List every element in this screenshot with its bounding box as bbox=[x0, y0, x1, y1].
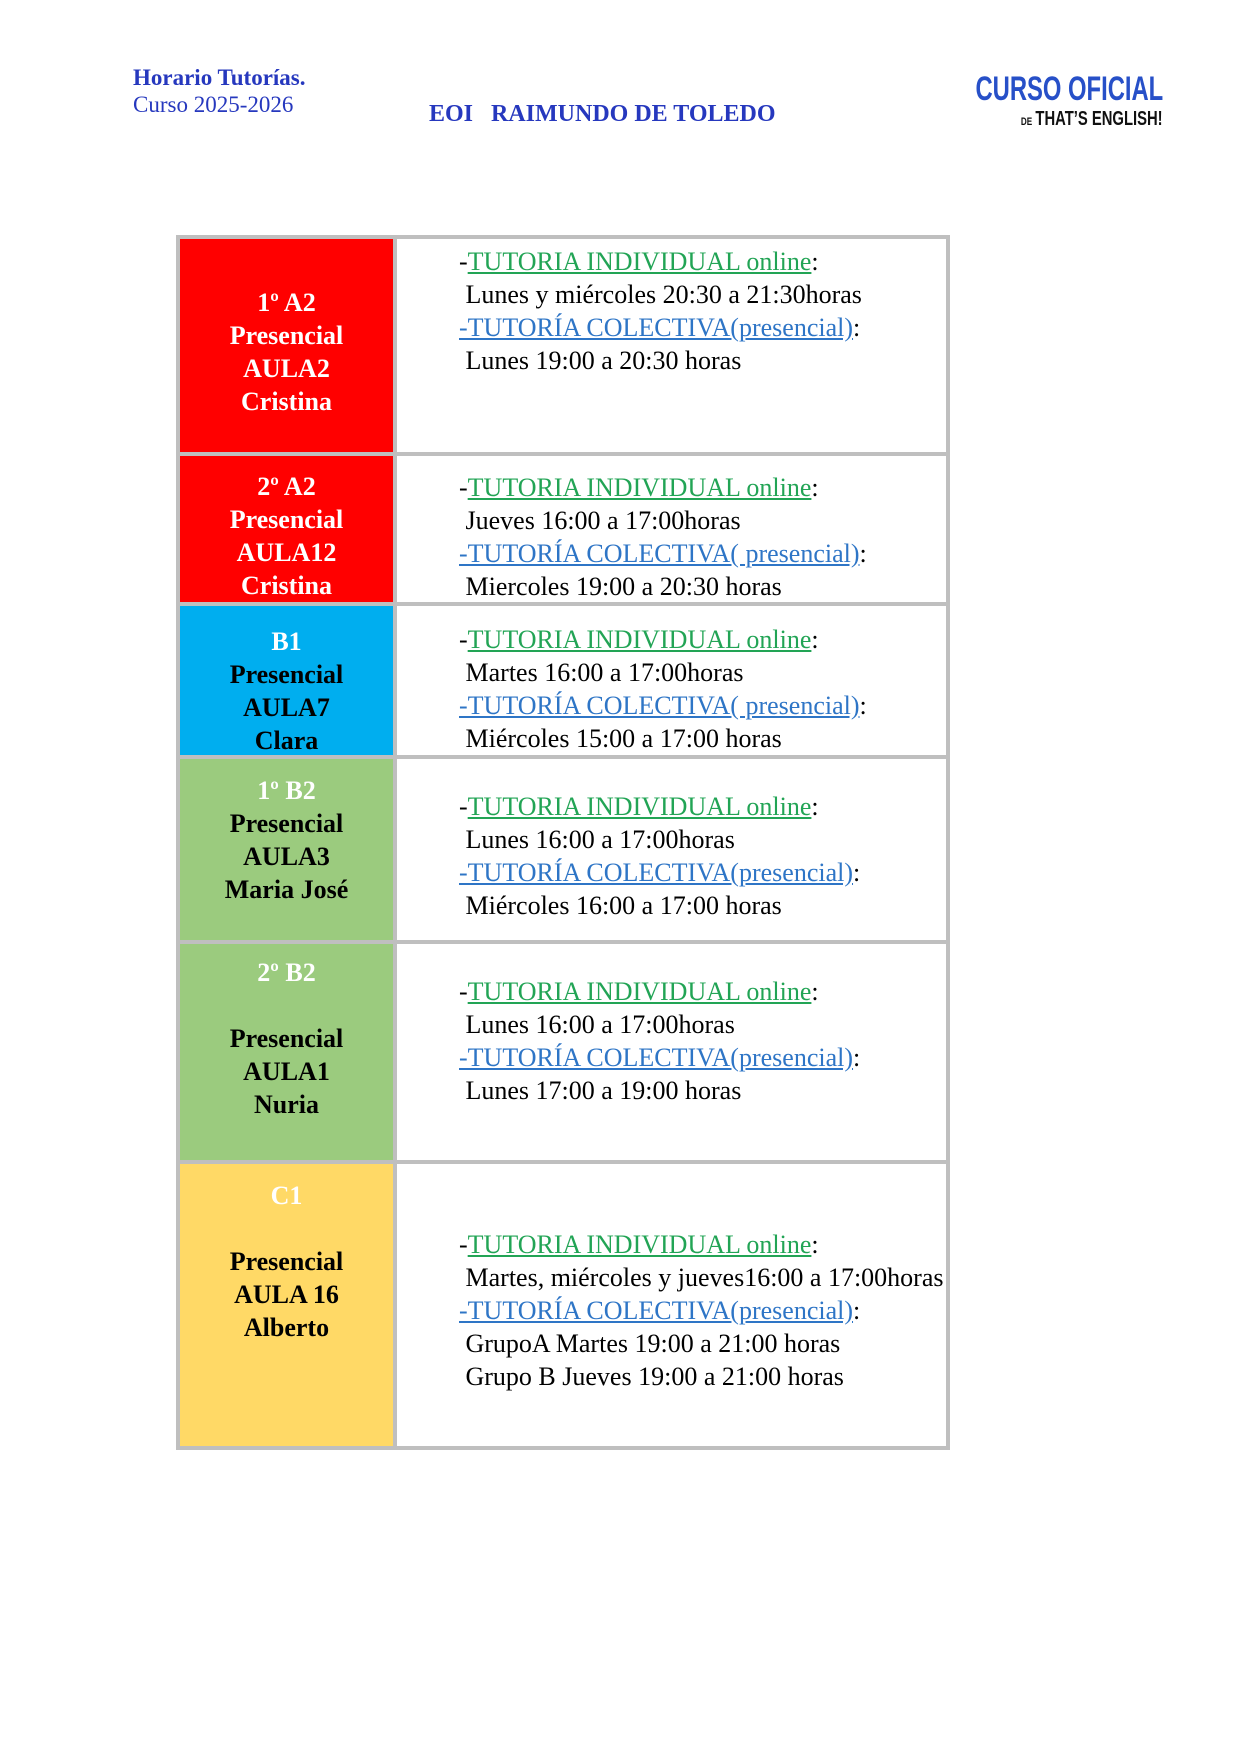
colon-text: : bbox=[811, 792, 819, 821]
tutoria-individual-link[interactable]: TUTORIA INDIVIDUAL online bbox=[467, 247, 812, 276]
schedule-cell bbox=[397, 239, 946, 452]
tutoria-colectiva-link[interactable]: -TUTORÍA COLECTIVA(presencial) bbox=[459, 313, 854, 342]
course-line: 2º A2 bbox=[257, 472, 316, 501]
course-line: Presencial bbox=[229, 660, 344, 689]
schedule-line bbox=[459, 537, 946, 570]
colon-text: : bbox=[811, 625, 819, 654]
course-line: AULA2 bbox=[243, 354, 330, 383]
schedule-line: Jueves 16:00 a 17:00horas bbox=[459, 506, 741, 535]
course-line: Cristina bbox=[241, 571, 332, 600]
tutoria-individual-link[interactable]: TUTORIA INDIVIDUAL online bbox=[467, 473, 812, 502]
table-row bbox=[180, 944, 946, 1160]
dash-text: - bbox=[459, 1230, 468, 1259]
colon-text: : bbox=[853, 1043, 861, 1072]
course-line: Presencial bbox=[229, 505, 344, 534]
table-row bbox=[180, 1164, 946, 1446]
course-line: Alberto bbox=[243, 1313, 330, 1342]
colon-text: : bbox=[811, 247, 819, 276]
tutoria-colectiva-link[interactable]: -TUTORÍA COLECTIVA(presencial) bbox=[459, 1043, 854, 1072]
dash-text: - bbox=[459, 625, 468, 654]
course-line: B1 bbox=[271, 627, 302, 656]
document-header bbox=[133, 64, 306, 118]
colon-text: : bbox=[811, 473, 819, 502]
schedule-line bbox=[459, 245, 946, 278]
course-line: Nuria bbox=[254, 1090, 319, 1119]
course-cell bbox=[180, 1164, 393, 1446]
schedule-line bbox=[459, 856, 946, 889]
tutoria-individual-link[interactable]: TUTORIA INDIVIDUAL online bbox=[467, 977, 812, 1006]
schedule-line: Lunes 17:00 a 19:00 horas bbox=[459, 1076, 742, 1105]
dash-text: - bbox=[459, 473, 468, 502]
course-line: Cristina bbox=[241, 387, 332, 416]
schedule-line: Miércoles 16:00 a 17:00 horas bbox=[459, 891, 782, 920]
page-title: Horario Tutorías. bbox=[133, 65, 306, 90]
tutoria-individual-link[interactable]: TUTORIA INDIVIDUAL online bbox=[467, 1230, 812, 1259]
schedule-line: Miercoles 19:00 a 20:30 horas bbox=[459, 572, 782, 601]
course-line: 1º B2 bbox=[257, 776, 316, 805]
schedule-line: Martes 16:00 a 17:00horas bbox=[459, 658, 744, 687]
schedule-line: Miércoles 15:00 a 17:00 horas bbox=[459, 724, 782, 753]
course-line: 1º A2 bbox=[257, 288, 316, 317]
schedule-line bbox=[459, 311, 946, 344]
schedule-line bbox=[459, 471, 946, 504]
colon-text: : bbox=[853, 858, 861, 887]
dash-text: - bbox=[459, 247, 468, 276]
tutoria-individual-link[interactable]: TUTORIA INDIVIDUAL online bbox=[467, 792, 812, 821]
tutoria-colectiva-link[interactable]: -TUTORÍA COLECTIVA( presencial) bbox=[459, 539, 860, 568]
colon-text: : bbox=[859, 539, 867, 568]
schedule-line bbox=[459, 689, 946, 722]
course-cell bbox=[180, 944, 393, 1160]
schedule-line bbox=[459, 623, 946, 656]
course-cell bbox=[180, 606, 393, 755]
course-line: AULA1 bbox=[243, 1057, 330, 1086]
schedule-line: GrupoA Martes 19:00 a 21:00 horas bbox=[459, 1329, 841, 1358]
course-line: Presencial bbox=[229, 1247, 344, 1276]
schedule-line bbox=[459, 1228, 946, 1261]
schedule-line: Lunes 16:00 a 17:00horas bbox=[459, 825, 735, 854]
schedule-cell bbox=[397, 456, 946, 602]
thats-english-logo bbox=[895, 72, 1163, 129]
logo-curso-oficial: CURSO OFICIAL bbox=[975, 70, 1163, 108]
course-line: 2º B2 bbox=[257, 958, 316, 987]
course-line: AULA3 bbox=[243, 842, 330, 871]
course-cell bbox=[180, 456, 393, 602]
course-year: Curso 2025-2026 bbox=[133, 92, 294, 117]
course-line: Maria José bbox=[224, 875, 349, 904]
schedule-line: Lunes 16:00 a 17:00horas bbox=[459, 1010, 735, 1039]
course-line: AULA7 bbox=[243, 693, 330, 722]
schedule-cell bbox=[397, 1164, 946, 1446]
course-line: AULA 16 bbox=[234, 1280, 339, 1309]
course-line: Clara bbox=[254, 726, 319, 755]
schedule-cell bbox=[397, 944, 946, 1160]
course-line: Presencial bbox=[229, 1024, 344, 1053]
school-name: EOI RAIMUNDO DE TOLEDO bbox=[429, 101, 776, 127]
table-row bbox=[180, 759, 946, 940]
schedule-line bbox=[459, 1294, 946, 1327]
tutoria-colectiva-link[interactable]: -TUTORÍA COLECTIVA(presencial) bbox=[459, 1296, 854, 1325]
tutoring-schedule-table bbox=[176, 235, 950, 1450]
logo-thats-english: DE THAT’S ENGLISH! bbox=[1021, 108, 1163, 130]
schedule-line: Lunes y miércoles 20:30 a 21:30horas bbox=[459, 280, 862, 309]
dash-text: - bbox=[459, 977, 468, 1006]
course-line: Presencial bbox=[229, 809, 344, 838]
course-cell bbox=[180, 239, 393, 452]
schedule-cell bbox=[397, 606, 946, 755]
table-row bbox=[180, 456, 946, 602]
colon-text: : bbox=[853, 1296, 861, 1325]
schedule-line: Grupo B Jueves 19:00 a 21:00 horas bbox=[459, 1362, 844, 1391]
colon-text: : bbox=[811, 1230, 819, 1259]
schedule-line: Martes, miércoles y jueves16:00 a 17:00horas bbox=[459, 1263, 944, 1292]
schedule-line bbox=[459, 1041, 946, 1074]
course-line: AULA12 bbox=[236, 538, 337, 567]
tutoria-colectiva-link[interactable]: -TUTORÍA COLECTIVA( presencial) bbox=[459, 691, 860, 720]
course-cell bbox=[180, 759, 393, 940]
colon-text: : bbox=[859, 691, 867, 720]
schedule-line bbox=[459, 975, 946, 1008]
dash-text: - bbox=[459, 792, 468, 821]
table-row bbox=[180, 606, 946, 755]
colon-text: : bbox=[811, 977, 819, 1006]
schedule-line bbox=[459, 790, 946, 823]
course-line: C1 bbox=[270, 1181, 303, 1210]
schedule-cell bbox=[397, 759, 946, 940]
table-row bbox=[180, 239, 946, 452]
course-line: Presencial bbox=[229, 321, 344, 350]
colon-text: : bbox=[853, 313, 861, 342]
tutoria-colectiva-link[interactable]: -TUTORÍA COLECTIVA(presencial) bbox=[459, 858, 854, 887]
tutoria-individual-link[interactable]: TUTORIA INDIVIDUAL online bbox=[467, 625, 812, 654]
schedule-line: Lunes 19:00 a 20:30 horas bbox=[459, 346, 742, 375]
